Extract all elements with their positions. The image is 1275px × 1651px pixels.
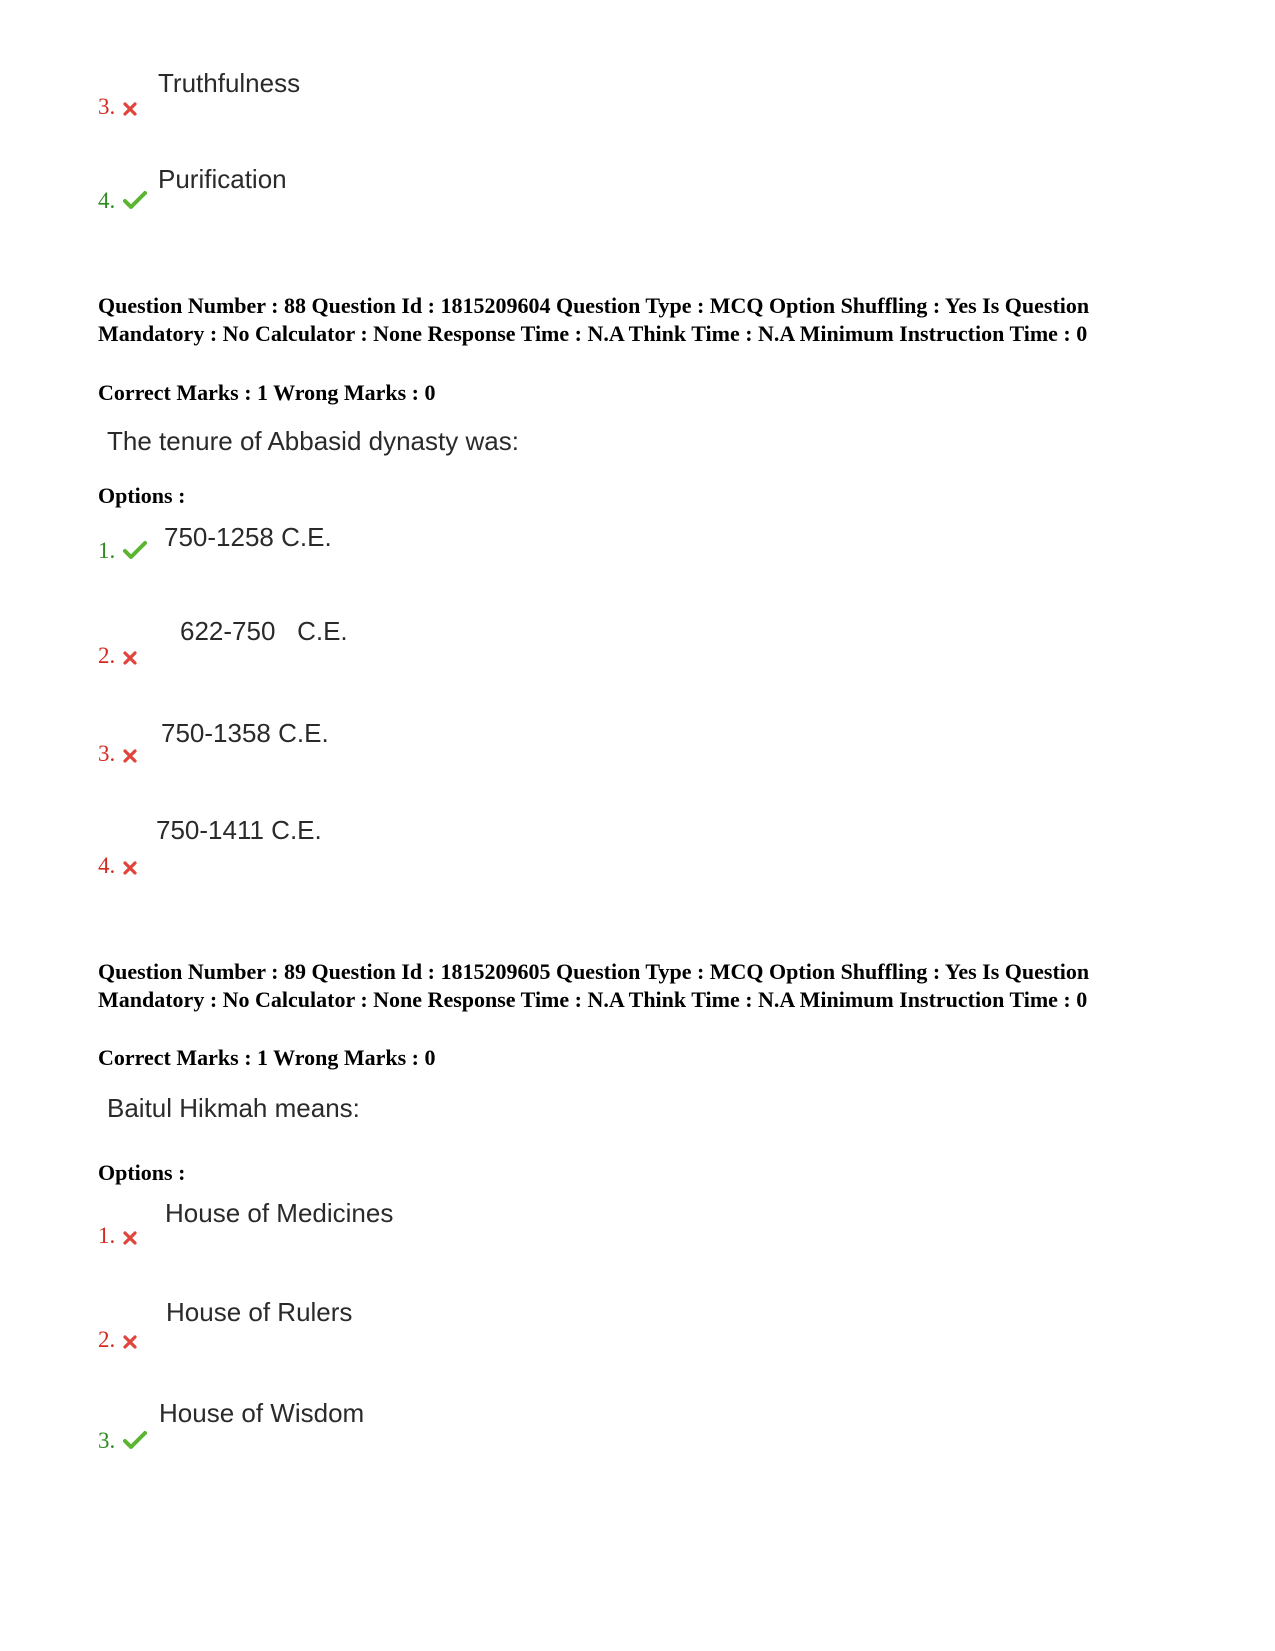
option-text: 622-750 C.E. (180, 616, 348, 646)
question-meta: Question Number : 88 Question Id : 1815209604 Question Type : MCQ Option Shuffling : Yes Is Question Mandatory : No Calculator : None Response Time : N.A Think Time : N.A Minimum Instruction Time : 0 (98, 293, 1090, 346)
option-number-wrong: 2. (98, 643, 137, 671)
cross-icon (123, 1329, 137, 1355)
cross-icon (123, 743, 137, 769)
question-text: The tenure of Abbasid dynasty was: (107, 426, 519, 456)
option-number-wrong: 4. (98, 853, 137, 881)
option-number-wrong: 3. (98, 741, 137, 769)
option-text: 750-1258 C.E. (164, 522, 332, 552)
question-marks: Correct Marks : 1 Wrong Marks : 0 (98, 380, 436, 405)
option-text: Truthfulness (158, 68, 301, 98)
question-meta: Question Number : 89 Question Id : 1815209605 Question Type : MCQ Option Shuffling : Yes Is Question Mandatory : No Calculator : None Response Time : N.A Think Time : N.A Minimum Instruction Time : 0 (98, 959, 1090, 1012)
cross-icon (123, 1225, 137, 1251)
cross-icon (123, 855, 137, 881)
option-text: House of Rulers (166, 1297, 353, 1327)
option-text: House of Wisdom (159, 1398, 365, 1428)
option-text: 750-1358 C.E. (161, 718, 329, 748)
options-label: Options : (98, 1160, 186, 1185)
option-number-wrong: 2. (98, 1327, 137, 1355)
option-text: Purification (158, 164, 287, 194)
option-number-correct: 4. (98, 188, 147, 216)
option-text: House of Medicines (165, 1198, 394, 1228)
option-number-wrong: 1. (98, 1223, 137, 1251)
check-icon (123, 190, 147, 216)
check-icon (123, 1430, 147, 1456)
question-marks: Correct Marks : 1 Wrong Marks : 0 (98, 1045, 436, 1070)
option-number-correct: 3. (98, 1428, 147, 1456)
check-icon (123, 540, 147, 566)
option-number-wrong: 3. (98, 94, 137, 122)
cross-icon (123, 645, 137, 671)
question-text: Baitul Hikmah means: (107, 1093, 360, 1123)
option-text: 750-1411 C.E. (156, 815, 322, 845)
options-label: Options : (98, 483, 186, 508)
cross-icon (123, 96, 137, 122)
option-number-correct: 1. (98, 538, 147, 566)
